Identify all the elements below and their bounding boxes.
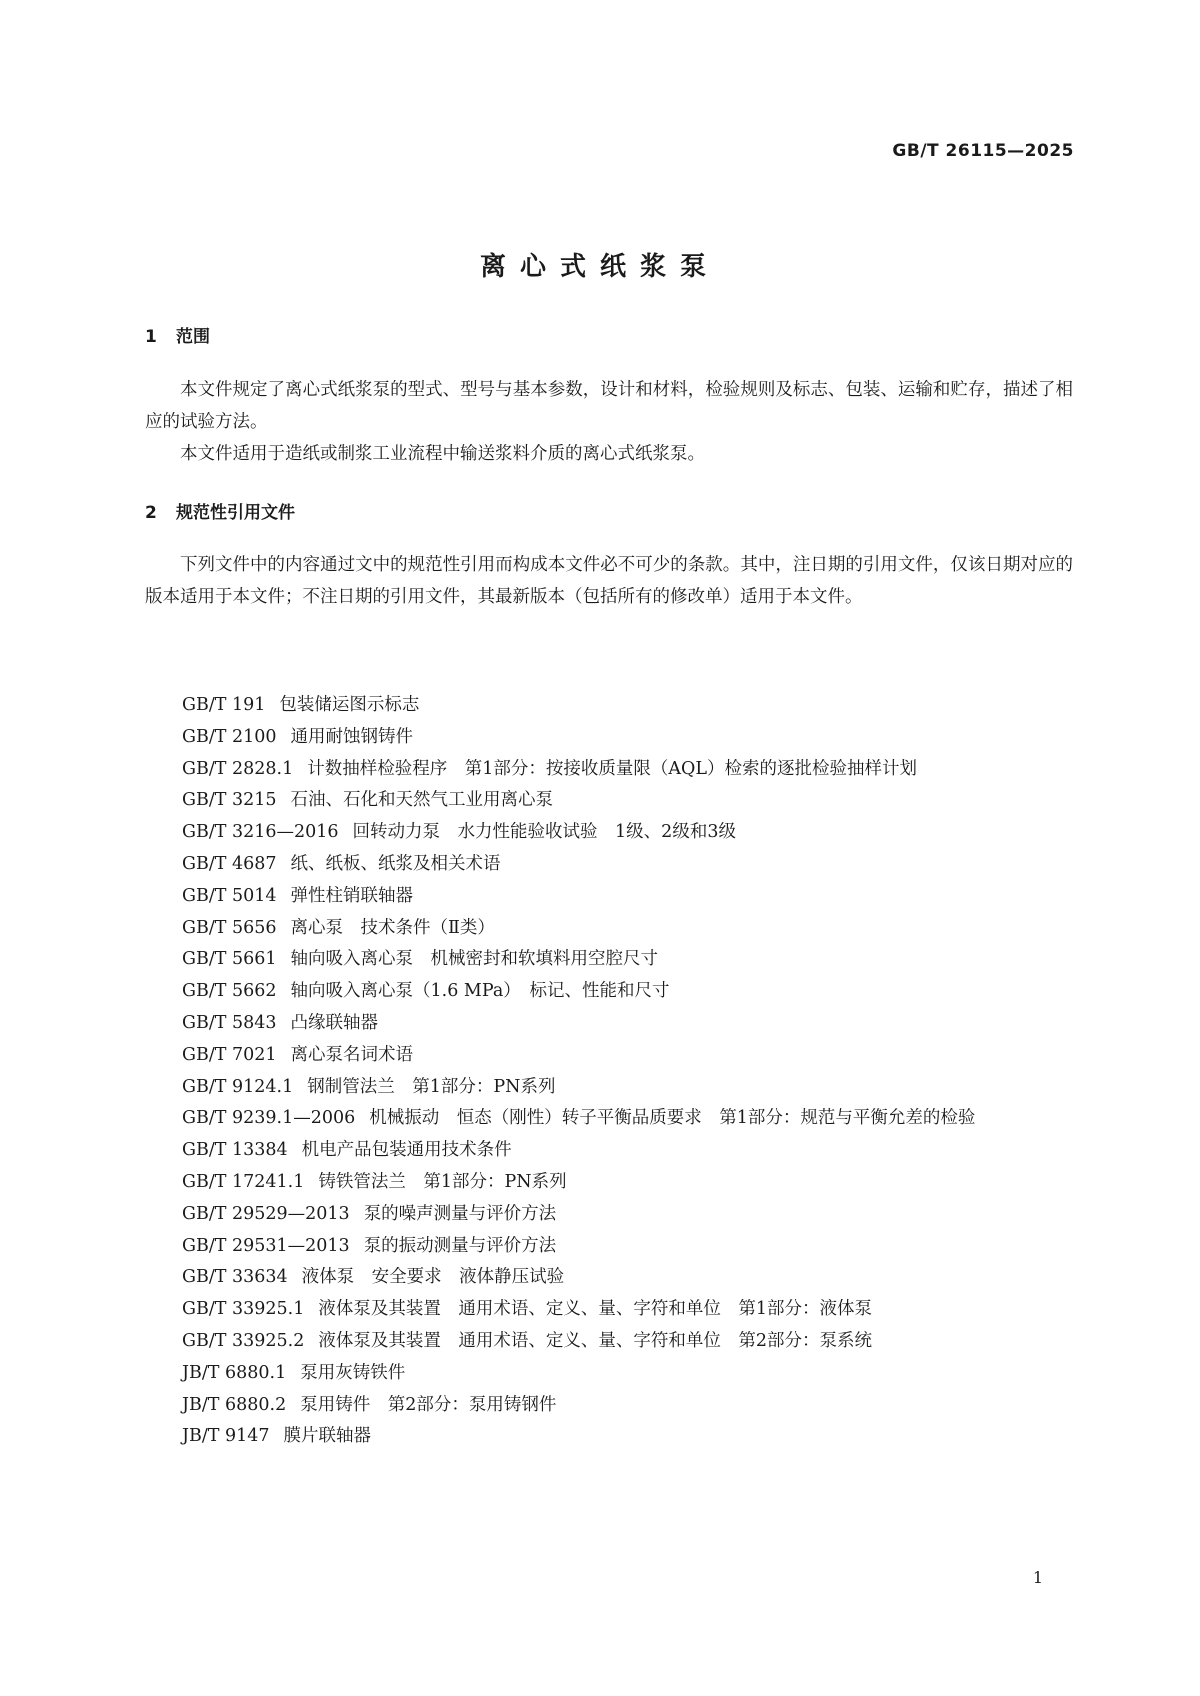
reference-item: [145, 1072, 1073, 1104]
reference-item: [145, 1390, 1073, 1422]
reference-code: GB/T 17241.1: [182, 1171, 305, 1192]
reference-code: GB/T 33925.2: [182, 1330, 305, 1351]
reference-list: [145, 690, 1073, 1453]
standard-code: GB/T 26115—2025: [892, 141, 1074, 161]
reference-title: 石油、石化和天然气工业用离心泵: [290, 790, 554, 811]
reference-item: [145, 1326, 1073, 1358]
section-number: 1: [145, 327, 157, 347]
reference-item: [145, 849, 1073, 881]
reference-code: GB/T 5661: [182, 949, 277, 970]
reference-code: GB/T 3215: [182, 790, 277, 811]
scope-paragraph-1: 本文件规定了离心式纸浆泵的型式、型号与基本参数，设计和材料，检验规则及标志、包装、运输和贮存，描述了相应的试验方法。: [145, 380, 1073, 432]
reference-item: [145, 1040, 1073, 1072]
reference-code: GB/T 5843: [182, 1012, 277, 1033]
reference-code: GB/T 33925.1: [182, 1299, 305, 1320]
reference-code: GB/T 33634: [182, 1267, 288, 1288]
scope-paragraph-2: 本文件适用于造纸或制浆工业流程中输送浆料介质的离心式纸浆泵。: [180, 444, 705, 464]
reference-item: [145, 754, 1073, 786]
reference-title: 铸铁管法兰 第1部分：PN系列: [318, 1171, 567, 1192]
reference-title: 凸缘联轴器: [290, 1012, 379, 1033]
reference-item: [145, 1262, 1073, 1294]
section-title: 规范性引用文件: [176, 503, 295, 523]
reference-title: 泵用铸件 第2部分：泵用铸钢件: [300, 1394, 557, 1415]
reference-title: 液体泵及其装置 通用术语、定义、量、字符和单位 第1部分：液体泵: [318, 1299, 872, 1320]
reference-code: GB/T 3216—2016: [182, 822, 339, 843]
reference-title: 机械振动 恒态（刚性）转子平衡品质要求 第1部分：规范与平衡允差的检验: [369, 1108, 976, 1129]
reference-item: [145, 1008, 1073, 1040]
reference-code: GB/T 5014: [182, 885, 277, 906]
reference-code: GB/T 4687: [182, 853, 277, 874]
section-heading-scope: [145, 322, 210, 347]
reference-item: [145, 817, 1073, 849]
reference-title: 弹性柱销联轴器: [290, 885, 414, 906]
reference-code: GB/T 5662: [182, 981, 277, 1002]
reference-code: GB/T 2100: [182, 726, 277, 747]
reference-item: [145, 785, 1073, 817]
reference-item: [145, 976, 1073, 1008]
reference-code: JB/T 6880.1: [182, 1362, 287, 1383]
reference-title: 液体泵 安全要求 液体静压试验: [301, 1267, 565, 1288]
reference-title: 离心泵 技术条件（Ⅱ类）: [290, 917, 495, 938]
reference-item: [145, 1294, 1073, 1326]
reference-code: JB/T 6880.2: [182, 1394, 287, 1415]
reference-item: [145, 1421, 1073, 1453]
reference-item: [145, 913, 1073, 945]
reference-title: 离心泵名词术语: [290, 1044, 414, 1065]
reference-item: [145, 1103, 1073, 1135]
references-intro-paragraph: 下列文件中的内容通过文中的规范性引用而构成本文件必不可少的条款。其中，注日期的引用文件，仅该日期对应的版本适用于本文件；不注日期的引用文件，其最新版本（包括所有的修改单）适用于本文件。: [145, 555, 1073, 607]
reference-title: 轴向吸入离心泵（1.6 MPa） 标记、性能和尺寸: [290, 981, 670, 1002]
reference-title: 膜片联轴器: [283, 1426, 372, 1447]
section-title: 范围: [176, 327, 210, 347]
reference-title: 计数抽样检验程序 第1部分：按接收质量限（AQL）检索的逐批检验抽样计划: [307, 758, 917, 779]
page-number: 1: [1032, 1568, 1043, 1587]
reference-item: [145, 1358, 1073, 1390]
reference-item: [145, 722, 1073, 754]
reference-title: 泵的噪声测量与评价方法: [363, 1203, 557, 1224]
reference-title: 轴向吸入离心泵 机械密封和软填料用空腔尺寸: [290, 949, 659, 970]
reference-code: GB/T 2828.1: [182, 758, 294, 779]
reference-item: [145, 690, 1073, 722]
reference-title: 回转动力泵 水力性能验收试验 1级、2级和3级: [352, 822, 736, 843]
reference-code: GB/T 9124.1: [182, 1076, 294, 1097]
section-number: 2: [145, 503, 157, 523]
reference-code: GB/T 29531—2013: [182, 1235, 350, 1256]
reference-code: GB/T 191: [182, 695, 266, 715]
reference-title: 液体泵及其装置 通用术语、定义、量、字符和单位 第2部分：泵系统: [318, 1330, 872, 1351]
reference-item: [145, 1199, 1073, 1231]
reference-code: JB/T 9147: [182, 1426, 270, 1447]
reference-code: GB/T 29529—2013: [182, 1203, 350, 1224]
reference-title: 泵用灰铸铁件: [300, 1362, 406, 1383]
reference-title: 机电产品包装通用技术条件: [301, 1140, 512, 1161]
reference-item: [145, 944, 1073, 976]
reference-title: 纸、纸板、纸浆及相关术语: [290, 853, 501, 874]
section-heading-normative-references: [145, 498, 295, 523]
reference-title: 通用耐蚀钢铸件: [290, 726, 414, 747]
reference-title: 包装储运图示标志: [279, 695, 420, 715]
reference-title: 钢制管法兰 第1部分：PN系列: [307, 1076, 556, 1097]
reference-item: [145, 1167, 1073, 1199]
reference-title: 泵的振动测量与评价方法: [363, 1235, 557, 1256]
reference-code: GB/T 5656: [182, 917, 277, 938]
reference-item: [145, 881, 1073, 913]
reference-code: GB/T 13384: [182, 1140, 288, 1161]
document-title: 离心式纸浆泵: [479, 252, 720, 282]
reference-code: GB/T 9239.1—2006: [182, 1108, 356, 1129]
reference-item: [145, 1231, 1073, 1263]
reference-item: [145, 1135, 1073, 1167]
reference-code: GB/T 7021: [182, 1044, 277, 1065]
